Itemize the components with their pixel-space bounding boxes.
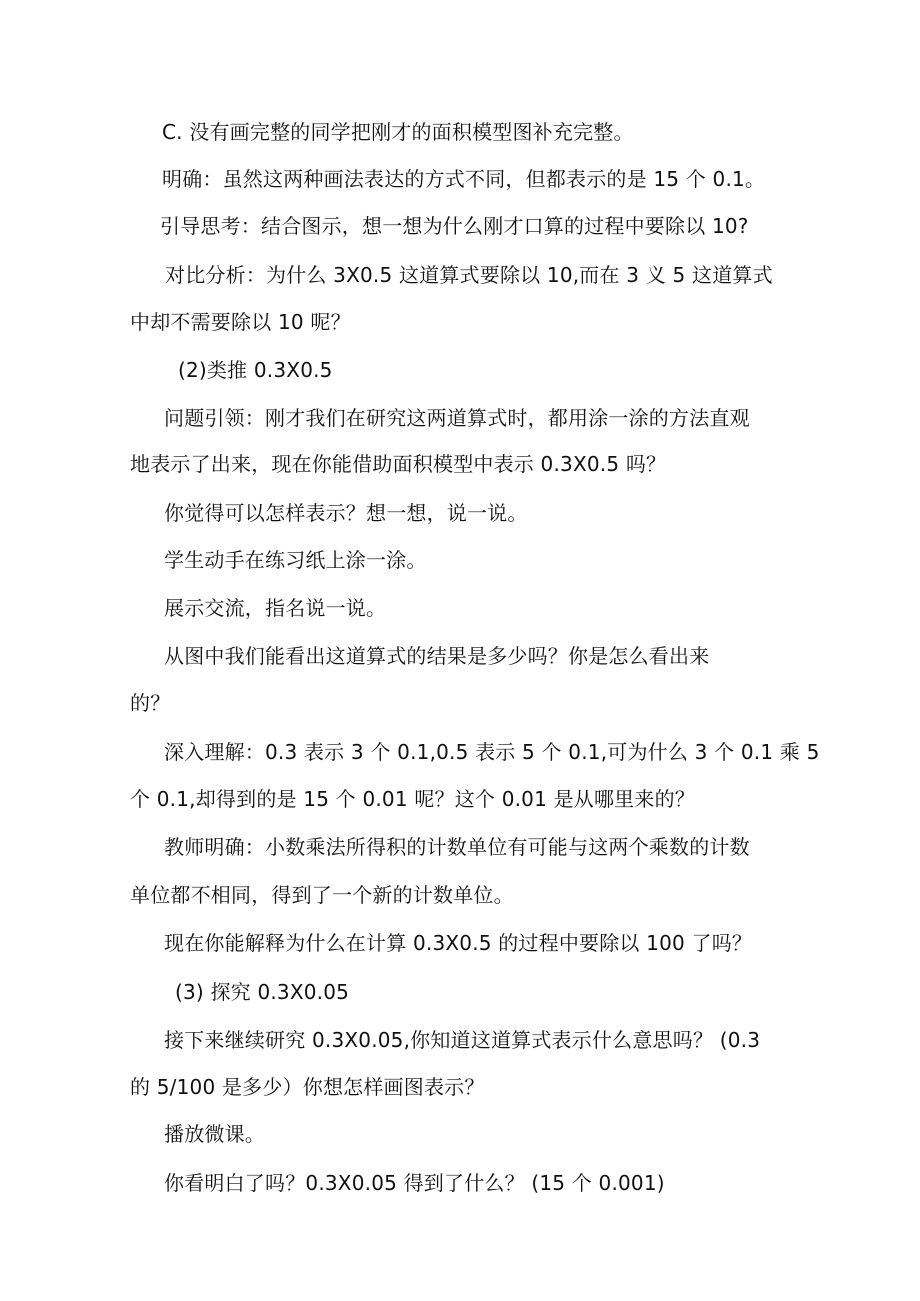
section-heading-2: (2)类推 0.3X0.5: [178, 358, 333, 382]
text-line-18: 接下来继续研究 0.3X0.05,你知道这道算式表示什么意思吗？ (0.3: [164, 1028, 761, 1052]
text-line-11: 从图中我们能看出这道算式的结果是多少吗？你是怎么看出来: [164, 644, 710, 668]
text-line-1: C. 没有画完整的同学把刚才的面积模型图补充完整。: [162, 120, 634, 144]
text-line-15: 教师明确：小数乘法所得积的计数单位有可能与这两个乘数的计数: [164, 835, 750, 859]
text-line-9: 学生动手在练习纸上涂一涂。: [164, 548, 427, 572]
text-line-16: 单位都不相同，得到了一个新的计数单位。: [130, 883, 514, 907]
text-line-17: 现在你能解释为什么在计算 0.3X0.5 的过程中要除以 100 了吗？: [164, 931, 753, 955]
text-line-8: 你觉得可以怎样表示？想一想，说一说。: [164, 501, 528, 525]
text-line-4: 对比分析：为什么 3X0.5 这道算式要除以 10,而在 3 义 5 这道算式: [165, 263, 773, 287]
text-line-6: 问题引领：刚才我们在研究这两道算式时，都用涂一涂的方法直观: [164, 406, 750, 430]
text-line-5: 中却不需要除以 10 呢？: [130, 310, 351, 334]
text-line-19: 的 5/100 是多少）你想怎样画图表示？: [130, 1075, 485, 1099]
text-line-21: 你看明白了吗？0.3X0.05 得到了什么？ (15 个 0.001): [164, 1171, 665, 1195]
text-line-3: 引导思考：结合图示，想一想为什么刚才口算的过程中要除以 10?: [160, 214, 749, 238]
text-line-7: 地表示了出来，现在你能借助面积模型中表示 0.3X0.5 吗？: [130, 452, 667, 476]
text-line-12: 的？: [130, 691, 171, 715]
text-line-2: 明确：虽然这两种画法表达的方式不同，但都表示的是 15 个 0.1。: [162, 167, 766, 191]
text-line-14: 个 0.1,却得到的是 15 个 0.01 呢？这个 0.01 是从哪里来的？: [130, 787, 695, 811]
text-line-13: 深入理解：0.3 表示 3 个 0.1,0.5 表示 5 个 0.1,可为什么 3 个 0.1 乘 5: [164, 740, 820, 764]
text-line-10: 展示交流，指名说一说。: [164, 596, 387, 620]
section-heading-3: (3) 探究 0.3X0.05: [175, 980, 350, 1004]
text-line-20: 播放微课。: [164, 1122, 265, 1146]
